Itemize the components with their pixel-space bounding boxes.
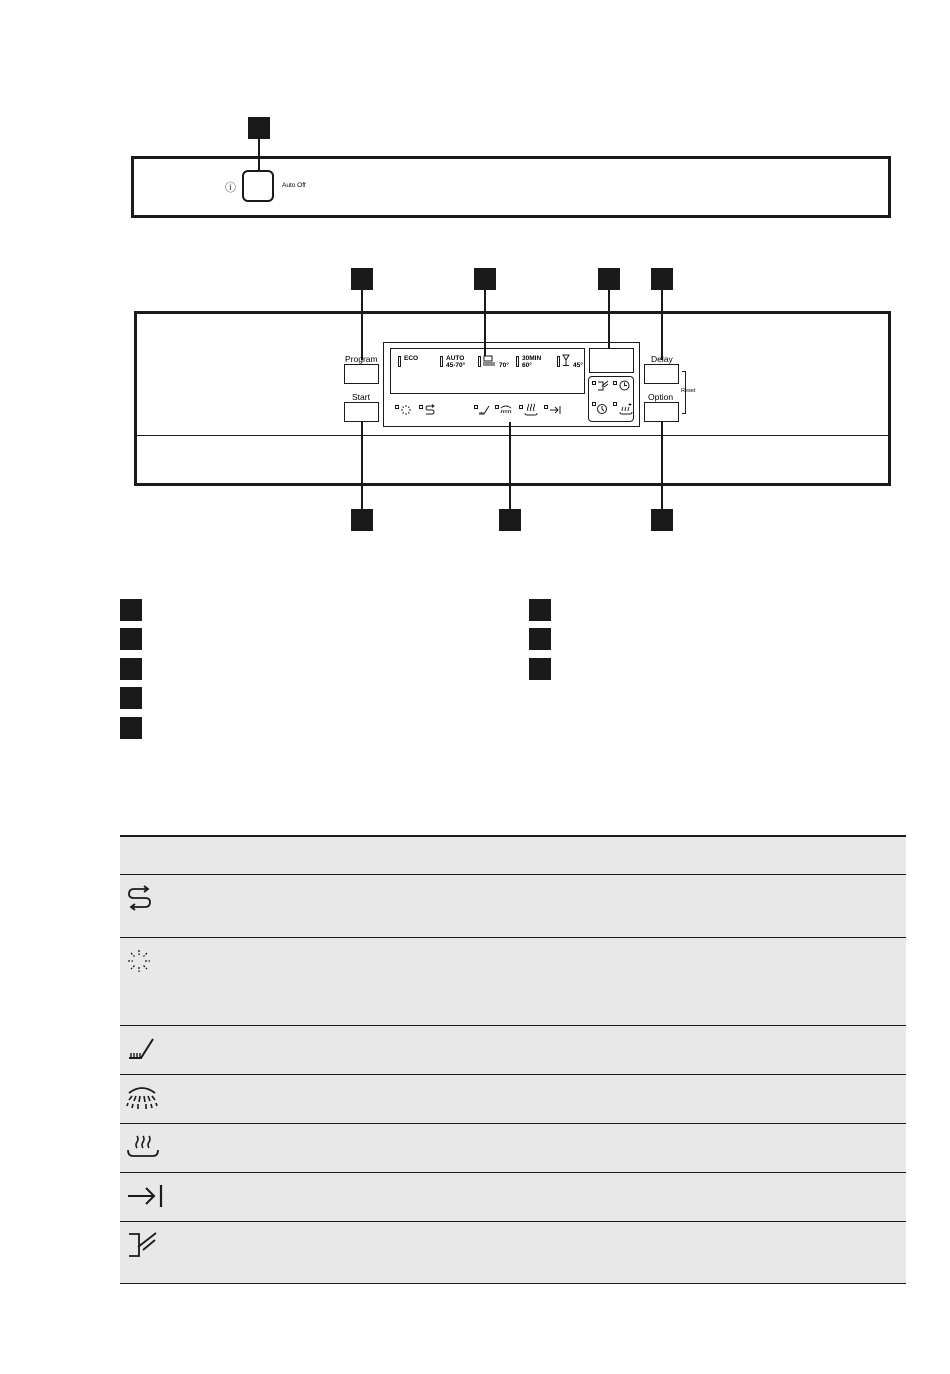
spray-icon: [126, 1084, 158, 1112]
end-light: [544, 405, 548, 409]
rinse-arrows-small-icon: [424, 404, 436, 416]
option-button[interactable]: [644, 402, 679, 422]
legend-marker-5: [120, 717, 142, 739]
table-row: [120, 1123, 906, 1172]
programme-30min-label: 30MIN: [522, 355, 542, 362]
power-symbol-icon: ⓘ: [225, 182, 236, 194]
glass-icon: [561, 354, 571, 367]
delay-indicator-light: [613, 381, 617, 385]
programme-glass-temp: 45°: [573, 362, 583, 369]
programme-eco-light: [398, 356, 401, 367]
salt-light: [419, 405, 423, 409]
legend-marker-6: [529, 599, 551, 621]
extradry-icon: [619, 401, 633, 415]
rinse-aid-arrows-icon: [126, 885, 154, 911]
pots-icon: [482, 352, 496, 366]
callout-marker-indicators: [474, 268, 496, 290]
legend-marker-2: [120, 628, 142, 650]
drying-small-icon: [524, 403, 538, 416]
rinseaid-light: [395, 405, 399, 409]
legend-marker-1: [120, 599, 142, 621]
sparkle-icon: [126, 948, 152, 974]
program-button-label: Program: [345, 354, 378, 364]
callout-marker-program: [351, 268, 373, 290]
callout-line-status: [509, 422, 511, 510]
end-arrow-small-icon: [549, 404, 562, 416]
salt-funnel-small-icon: [597, 380, 609, 392]
end-arrow-icon: [126, 1183, 166, 1209]
drying-heat-icon: [126, 1132, 160, 1160]
legend-marker-4: [120, 687, 142, 709]
callout-line-start: [361, 422, 363, 510]
start-button-label: Start: [352, 392, 370, 402]
legend-marker-8: [529, 658, 551, 680]
panel-divider: [137, 435, 888, 436]
indicator-table: [120, 835, 906, 1284]
callout-marker-option: [651, 509, 673, 531]
programme-30min-light: [516, 356, 519, 367]
programme-eco-label: ECO: [404, 355, 419, 362]
programme-30min-temp: 60°: [522, 362, 532, 369]
sparkle-small-icon: [400, 404, 412, 416]
brush-small-icon: [478, 404, 490, 416]
salt-funnel-icon: [126, 1231, 160, 1259]
delay-button[interactable]: [644, 364, 679, 384]
auto-off-label: Auto Off: [282, 182, 306, 189]
table-row: [120, 1172, 906, 1221]
spray-small-icon: [500, 404, 512, 416]
programme-intensive-light: [478, 356, 481, 367]
digital-display: [589, 348, 634, 373]
clock-icon: [619, 380, 630, 391]
table-header-row: [120, 835, 906, 874]
programme-auto-label: AUTO: [446, 355, 465, 362]
extradry-indicator-light: [613, 402, 617, 406]
table-row: [120, 874, 906, 937]
callout-marker-delay: [651, 268, 673, 290]
table-row: [120, 1025, 906, 1074]
programme-auto-temp: 45-70°: [446, 362, 466, 369]
salt-indicator-light: [592, 381, 596, 385]
callout-marker-status: [499, 509, 521, 531]
reset-label: Reset: [681, 388, 696, 394]
programme-auto-light: [440, 356, 443, 367]
legend-marker-7: [529, 628, 551, 650]
on-off-button[interactable]: [242, 170, 274, 202]
callout-line-option: [661, 422, 663, 510]
callout-marker-start: [351, 509, 373, 531]
wash-light: [495, 405, 499, 409]
delay-button-label: Delay: [651, 354, 673, 364]
table-row: [120, 1221, 906, 1284]
table-row: [120, 937, 906, 1025]
program-button[interactable]: [344, 364, 379, 384]
programme-intensive-temp: 70°: [499, 362, 509, 369]
table-row: [120, 1074, 906, 1123]
dry-light: [519, 405, 523, 409]
programme-glass-light: [557, 356, 560, 367]
option-button-label: Option: [648, 392, 674, 402]
legend-marker-3: [120, 658, 142, 680]
timesaver-icon: [596, 403, 610, 415]
brush-icon: [126, 1034, 156, 1062]
callout-marker-display: [598, 268, 620, 290]
callout-marker-power: [248, 117, 270, 139]
start-button[interactable]: [344, 402, 379, 422]
